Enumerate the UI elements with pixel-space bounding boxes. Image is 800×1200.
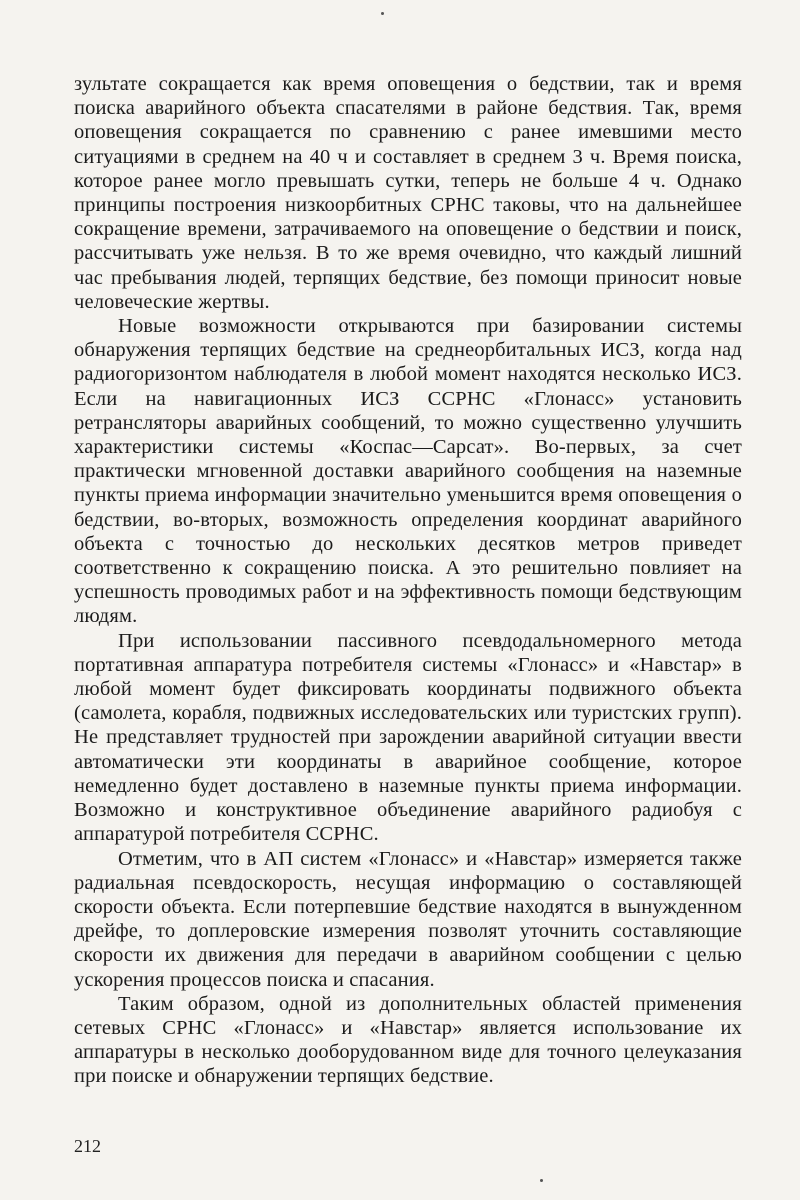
paragraph: При использовании пассивного псевдодальномерного метода портативная аппаратура потребителя системы «Глонасс» и «Навстар» в любой момент будет фиксировать координаты подвижного объекта (самолета, корабля, подвижных исследовательских или туристских групп). Не представляет трудностей при зарождении аварийной ситуации ввести автоматически эти координаты в аварийное сообщение, которое немедленно будет доставлено в наземные пункты приема информации. Возможно и конструктивное объединение аварийного радиобуя с аппаратурой потребителя ССРНС. bbox=[74, 629, 742, 846]
body-text bbox=[74, 72, 742, 1089]
paragraph: Таким образом, одной из дополнительных областей применения сетевых СРНС «Глонасс» и «Навстар» является использование их аппаратуры в несколько дооборудованном виде для точного целеуказания при поиске и обнаружении терпящих бедствие. bbox=[74, 992, 742, 1088]
print-speck bbox=[381, 12, 384, 15]
paragraph-continuation: зультате сокращается как время оповещения о бедствии, так и время поиска аварийного объекта спасателями в районе бедствия. Так, время оповещения сокращается по сравнению с ранее имевшими место ситуациями в среднем на 40 ч и составляет в среднем 3 ч. Время поиска, которое ранее могло превышать сутки, теперь не больше 4 ч. Однако принципы построения низкоорбитных СРНС таковы, что на дальнейшее сокращение времени, затрачиваемого на оповещение о бедствии и поиск, рассчитывать уже нельзя. В то же время очевидно, что каждый лишний час пребывания людей, терпящих бедствие, без помощи приносит новые человеческие жертвы. bbox=[74, 73, 742, 313]
page-number: 212 bbox=[74, 1136, 101, 1156]
paragraph: Новые возможности открываются при базировании системы обнаружения терпящих бедствие на среднеорбитальных ИСЗ, когда над радиогоризонтом наблюдателя в любой момент находятся несколько ИСЗ. Если на навигационных ИСЗ ССРНС «Глонасс» установить ретрансляторы аварийных сообщений, то можно существенно улучшить характеристики системы «Коспас—Сарсат». Во-первых, за счет практически мгновенной доставки аварийного сообщения на наземные пункты приема информации значительно уменьшится время оповещения о бедствии, во-вторых, возможность определения координат аварийного объекта с точностью до нескольких десятков метров приведет соответственно к сокращению поиска. А это решительно повлияет на успешность проводимых работ и на эффективность помощи бедствующим людям. bbox=[74, 315, 742, 628]
print-speck bbox=[540, 1179, 543, 1182]
paragraph: Отметим, что в АП систем «Глонасс» и «Навстар» измеряется также радиальная псевдоскорость, несущая информацию о составляющей скорости объекта. Если потерпевшие бедствие находятся в вынужденном дрейфе, то доплеровские измерения позволят уточнить составляющие скорости их движения для передачи в аварийном сообщении с целью ускорения процессов поиска и спасания. bbox=[74, 847, 742, 991]
